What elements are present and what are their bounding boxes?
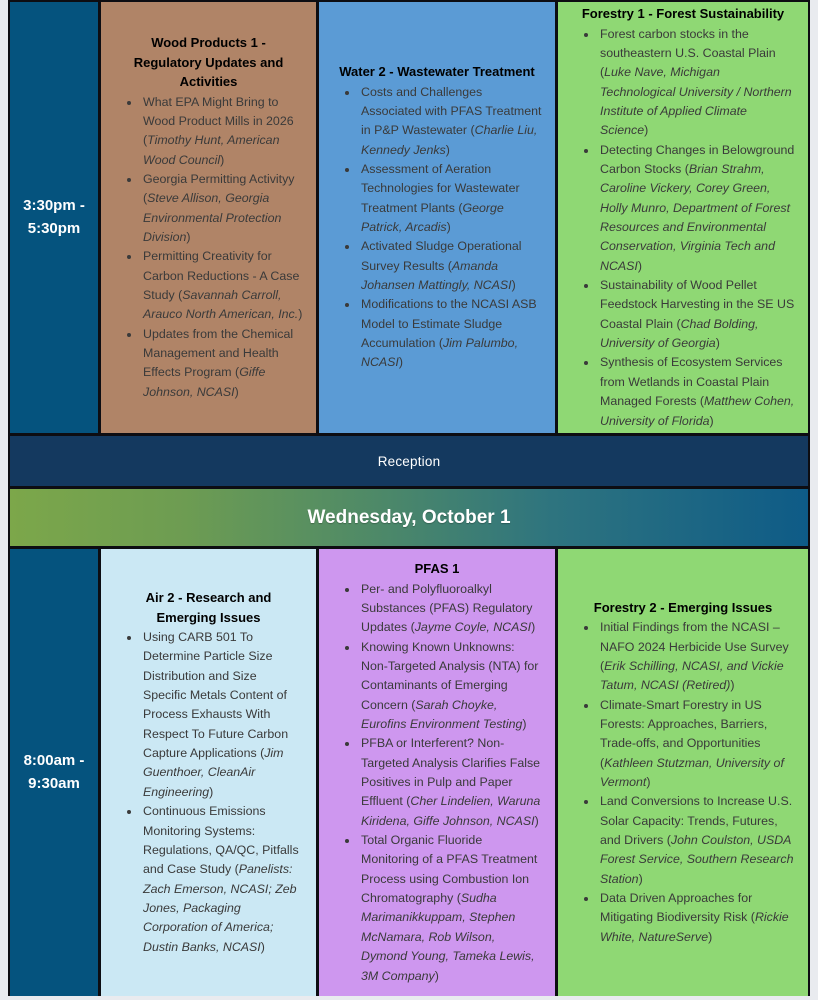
talk-close-paren: ) (637, 258, 643, 273)
talk-title: Forest carbon stocks in the southeastern U.S. Coastal Plain ( (600, 26, 776, 80)
talk-item (359, 160, 542, 237)
talk-title: Knowing Known Unknowns: Non-Targeted Analysis (NTA) for Contaminants of Emerging Concern ( (361, 639, 539, 712)
time-slot-afternoon: 3:30pm - 5:30pm (10, 2, 98, 433)
talk-item (598, 792, 795, 889)
talk-speakers: Giffe Johnson, NCASI (143, 365, 266, 399)
pfas-1-session-title: PFAS 1 (414, 561, 460, 577)
talk-item (598, 889, 795, 947)
talk-speakers: Sarah Choyke, Eurofins Environment Testing (361, 697, 523, 732)
forestry-2-session-cell (558, 549, 808, 996)
water-2-talk-list (332, 83, 542, 373)
conference-schedule-board (8, 0, 810, 996)
pfas-1-talk-list (332, 580, 542, 986)
talk-item (359, 237, 542, 295)
talk-close-paren: ) (715, 336, 720, 351)
talk-close-paren: ) (646, 775, 651, 790)
talk-title: Data Driven Approaches for Mitigating Biodiversity Risk ( (600, 891, 755, 925)
talk-title: Climate-Smart Forestry in US Forests: Approaches, Barriers, Trade-offs, and Opportunities ( (600, 697, 768, 770)
reception-banner: Reception (10, 436, 808, 486)
talk-title: Activated Sludge Operational Survey Results ( (361, 239, 522, 273)
talk-title: Using CARB 501 To Determine Particle Size Distribution and Size Specific Metals Content of Process Exhausts With Respect To Future Carbon Capture Applications ( (143, 630, 289, 761)
wood-products-1-session-title: Wood Products 1 - Regulatory Updates and Activities (133, 35, 284, 89)
talk-close-paren: ) (260, 939, 265, 954)
talk-close-paren: ) (186, 229, 191, 244)
talk-title: Initial Findings from the NCASI – NAFO 2024 Herbicide Use Survey ( (600, 620, 789, 674)
water-2-session-cell (319, 2, 555, 433)
talk-speakers: Jim Guenthoer, CleanAir Engineering (143, 746, 284, 799)
talk-title: Land Conversions to Increase U.S. Solar Capacity: Trends, Futures, and Drivers ( (600, 794, 793, 848)
talk-title: Costs and Challenges Associated with PFAS Treatment in P&P Wastewater ( (361, 84, 542, 138)
wood-products-1-talk-list (114, 93, 303, 403)
talk-close-paren: ) (708, 929, 713, 944)
talk-title: What EPA Might Bring to Wood Product Mills in 2026 ( (143, 94, 294, 148)
talk-title: Sustainability of Wood Pellet Feedstock Harvesting in the SE US Coastal Plain ( (600, 278, 795, 331)
talk-item (598, 141, 795, 276)
talk-close-paren: ) (522, 717, 527, 732)
talk-close-paren: ) (220, 152, 225, 167)
talk-speakers: Matthew Cohen, University of Florida (600, 394, 795, 428)
talk-speakers: Timothy Hunt, American Wood Council (143, 133, 280, 167)
air-2-session-title: Air 2 - Research and Emerging Issues (145, 590, 272, 625)
talk-close-paren: ) (209, 784, 214, 799)
talk-item (141, 628, 303, 802)
talk-speakers: John Coulston, USDA Forest Service, Southern Research Station (600, 833, 794, 886)
time-slot-morning: 8:00am - 9:30am (10, 549, 98, 996)
talk-speakers: Steve Allison, Georgia Environmental Protection Division (143, 191, 282, 244)
talk-item (141, 170, 303, 247)
talk-item (141, 325, 303, 402)
talk-close-paren: ) (644, 123, 649, 138)
talk-close-paren: ) (534, 813, 539, 828)
talk-title: Per- and Polyfluoroalkyl Substances (PFAS) Regulatory Updates ( (361, 581, 533, 635)
talk-speakers: Cher Lindelien, Waruna Kiridena, Giffe Johnson, NCASI (361, 794, 541, 828)
session-row-morning (10, 549, 808, 996)
talk-speakers: George Patrick, Arcadis (361, 200, 504, 235)
talk-item (359, 83, 542, 160)
talk-speakers: Brian Strahm, Caroline Vickery, Corey Green, Holly Munro, Department of Forest Resources and Environmental Conservation, Virginia Tech and NCASI (600, 162, 791, 273)
talk-close-paren: ) (511, 278, 516, 293)
talk-close-paren: ) (709, 413, 714, 428)
talk-speakers: Kathleen Stutzman, University of Vermont (600, 755, 784, 790)
talk-title: PFBA or Interferent? Non-Targeted Analysis Clarifies False Positives in Pulp and Paper Effluent ( (361, 736, 541, 809)
talk-speakers: Charlie Liu, Kennedy Jenks (361, 123, 538, 157)
talk-speakers: Jim Palumbo, NCASI (361, 336, 519, 370)
talk-item (598, 25, 795, 141)
talk-close-paren: ) (445, 142, 450, 157)
talk-speakers: Rickie White, NatureServe (600, 910, 789, 944)
talk-speakers: Sudha Marimanikkuppam, Stephen McNamara, Rob Wilson, Dymond Young, Tameka Lewis, 3M Company (361, 891, 535, 983)
forestry-2-talk-list (571, 618, 795, 947)
talk-item (359, 638, 542, 735)
talk-close-paren: ) (531, 620, 536, 635)
session-row-afternoon (10, 2, 808, 433)
forestry-1-talk-list (571, 25, 795, 431)
talk-close-paren: ) (234, 384, 239, 399)
water-2-session-title: Water 2 - Wastewater Treatment (339, 64, 535, 80)
talk-speakers: Erik Schilling, NCASI, and Vickie Tatum, NCASI (Retired) (600, 659, 784, 693)
talk-title: Synthesis of Ecosystem Services from Wetlands in Coastal Plain Managed Forests ( (600, 355, 783, 409)
forestry-1-session-title: Forestry 1 - Forest Sustainability (581, 6, 785, 22)
pfas-1-session-cell (319, 549, 555, 996)
forestry-2-session-title: Forestry 2 - Emerging Issues (593, 599, 773, 615)
talk-item (141, 247, 303, 324)
air-2-session-cell (101, 549, 316, 996)
talk-item (598, 353, 795, 430)
talk-speakers: Amanda Johansen Mattingly, NCASI (361, 258, 512, 293)
talk-close-paren: ) (434, 968, 439, 983)
talk-title: Updates from the Chemical Management and Health Effects Program ( (143, 326, 294, 380)
talk-speakers: Savannah Carroll, Arauco North American, Inc. (143, 287, 299, 322)
talk-item (598, 696, 795, 793)
talk-speakers: Panelists: Zach Emerson, NCASI; Zeb Jones, Packaging Corporation of America; Dustin Banks, NCASI (143, 862, 297, 954)
talk-item (359, 734, 542, 831)
talk-title: Permitting Creativity for Carbon Reductions - A Case Study ( (143, 249, 300, 302)
talk-close-paren: ) (638, 871, 643, 886)
talk-title: Assessment of Aeration Technologies for Wastewater Treatment Plants ( (361, 162, 520, 215)
day-header-banner: Wednesday, October 1 (10, 489, 808, 546)
talk-item (359, 295, 542, 372)
talk-close-paren: ) (298, 307, 303, 322)
talk-title: Detecting Changes in Belowground Carbon Stocks ( (600, 142, 795, 177)
talk-item (359, 580, 542, 638)
talk-title: Georgia Permitting Activityy ( (143, 171, 295, 206)
talk-item (141, 802, 303, 957)
talk-speakers: Chad Bolding, University of Georgia (600, 316, 759, 351)
talk-item (598, 618, 795, 695)
talk-title: Modifications to the NCASI ASB Model to Estimate Sludge Accumulation ( (361, 297, 537, 351)
wood-products-1-session-cell (101, 2, 316, 433)
talk-title: Total Organic Fluoride Monitoring of a PFAS Treatment Process using Combustion Ion Chromatography ( (361, 833, 538, 906)
talk-speakers: Luke Nave, Michigan Technological University / Northern Institute of Applied Climate Science (600, 65, 792, 138)
talk-speakers: Jayme Coyle, NCASI (414, 620, 532, 635)
talk-item (598, 276, 795, 353)
forestry-1-session-cell (558, 2, 808, 433)
talk-close-paren: ) (730, 678, 735, 693)
talk-close-paren: ) (398, 355, 404, 370)
air-2-talk-list (114, 628, 303, 957)
talk-title: Continuous Emissions Monitoring Systems: Regulations, QA/QC, Pitfalls and Case Study ( (143, 804, 299, 877)
talk-item (141, 93, 303, 170)
talk-item (359, 831, 542, 986)
talk-close-paren: ) (446, 220, 451, 235)
